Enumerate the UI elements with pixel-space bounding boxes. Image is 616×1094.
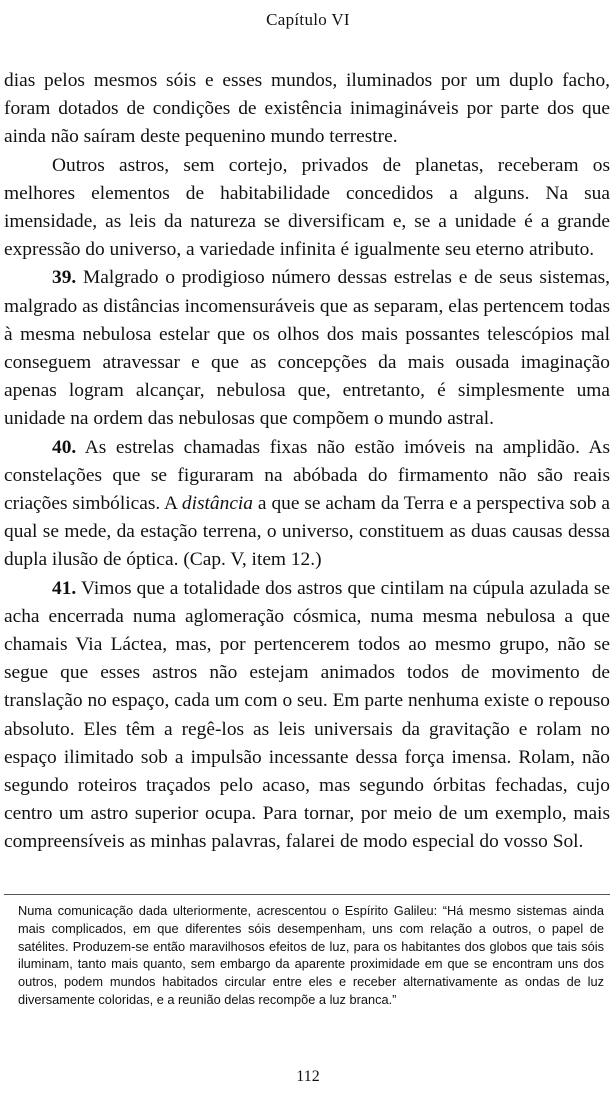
italic-term: distância — [181, 493, 254, 515]
item-number: 39. — [52, 267, 77, 289]
paragraph-text: As estrelas chamadas fixas não estão imóveis na amplidão. As constelações que se figuraram na abóbada do firmamento não são reais criações simbólicas. A — [4, 436, 610, 515]
page-number: 112 — [296, 1068, 320, 1085]
paragraph-text: Vimos que a totalidade dos astros que cintilam na cúpula azulada se acha encerrada numa aglomeração cósmica, numa mesma nebulosa a que chamais Via Láctea, mas, por pertencerem todos ao mesmo grupo, não se segue que esses astros não estejam animados todos de movimento de translação no espaço, cada um com o seu. Em parte nenhuma existe o repouso absoluto. Eles têm a regê-los as leis universais da gravitação e rolam no espaço ilimitado sob a impulsão incessante dessa força imensa. Rolam, não segundo roteiros traçados pelo acaso, mas segundo órbitas fechadas, cujo centro um astro superior ocupa. Para tornar, por meio de um exemplo, mais compreensíveis as minhas palavras, falarei de modo especial do vosso Sol. — [4, 577, 610, 853]
paragraph-text: a que se acham da Terra e a perspectiva sob a qual se mede, da estação terrena, o universo, constituem as duas causas dessa dupla ilusão de óptica. (Cap. V, item 12.) — [4, 493, 610, 571]
page-header: Capítulo VI — [266, 10, 350, 29]
footnote: Numa comunicação dada ulteriormente, acrescentou o Espírito Galileu: “Há mesmo sistemas ainda mais complicados, em que diferentes sóis desempenham, uns com relação a outros, o papel de satélites. Produzem-se então maravilhosos efeitos de luz, para os habitantes dos globos que tais sóis iluminam, tanto mais quanto, sem embargo da aparente proximidade em que se encontram uns dos outros, podem mundos habitados circular entre eles e receber alternativamente as ondas de luz diversamente coloridas, e a reunião delas recompõe a luz branca.” — [18, 903, 604, 1007]
paragraph-text: Malgrado o prodigioso número dessas estrelas e de seus sistemas, malgrado as distâncias incomensuráveis que as separam, elas pertencem todas à mesma nebulosa estelar que os olhos dos mais possantes telescópios mal conseguem atravessar e que as concepções da mais ousada imaginação apenas logram alcançar, nebulosa que, entretanto, é simplesmente uma unidade na ordem das nebulosas que compõem o mundo astral. — [4, 267, 610, 430]
paragraph: dias pelos mesmos sóis e esses mundos, iluminados por um duplo facho, foram dotados de condições de existência inimagináveis por parte dos que ainda não saíram deste pequenino mundo terrestre. — [4, 70, 610, 148]
item-number: 40. — [52, 436, 77, 458]
paragraph-39 — [4, 264, 610, 433]
paragraph-40 — [4, 434, 610, 575]
paragraph: Outros astros, sem cortejo, privados de planetas, receberam os melhores elementos de habitabilidade concedidos a alguns. Na sua imensidade, as leis da natureza se diversificam e, se a unidade é a grande expressão do universo, a variedade infinita é igualmente seu eterno atributo. — [4, 154, 610, 261]
item-number: 41. — [52, 577, 77, 599]
paragraph-41 — [4, 575, 610, 857]
footnote-divider — [4, 894, 610, 895]
body-text — [4, 67, 610, 857]
